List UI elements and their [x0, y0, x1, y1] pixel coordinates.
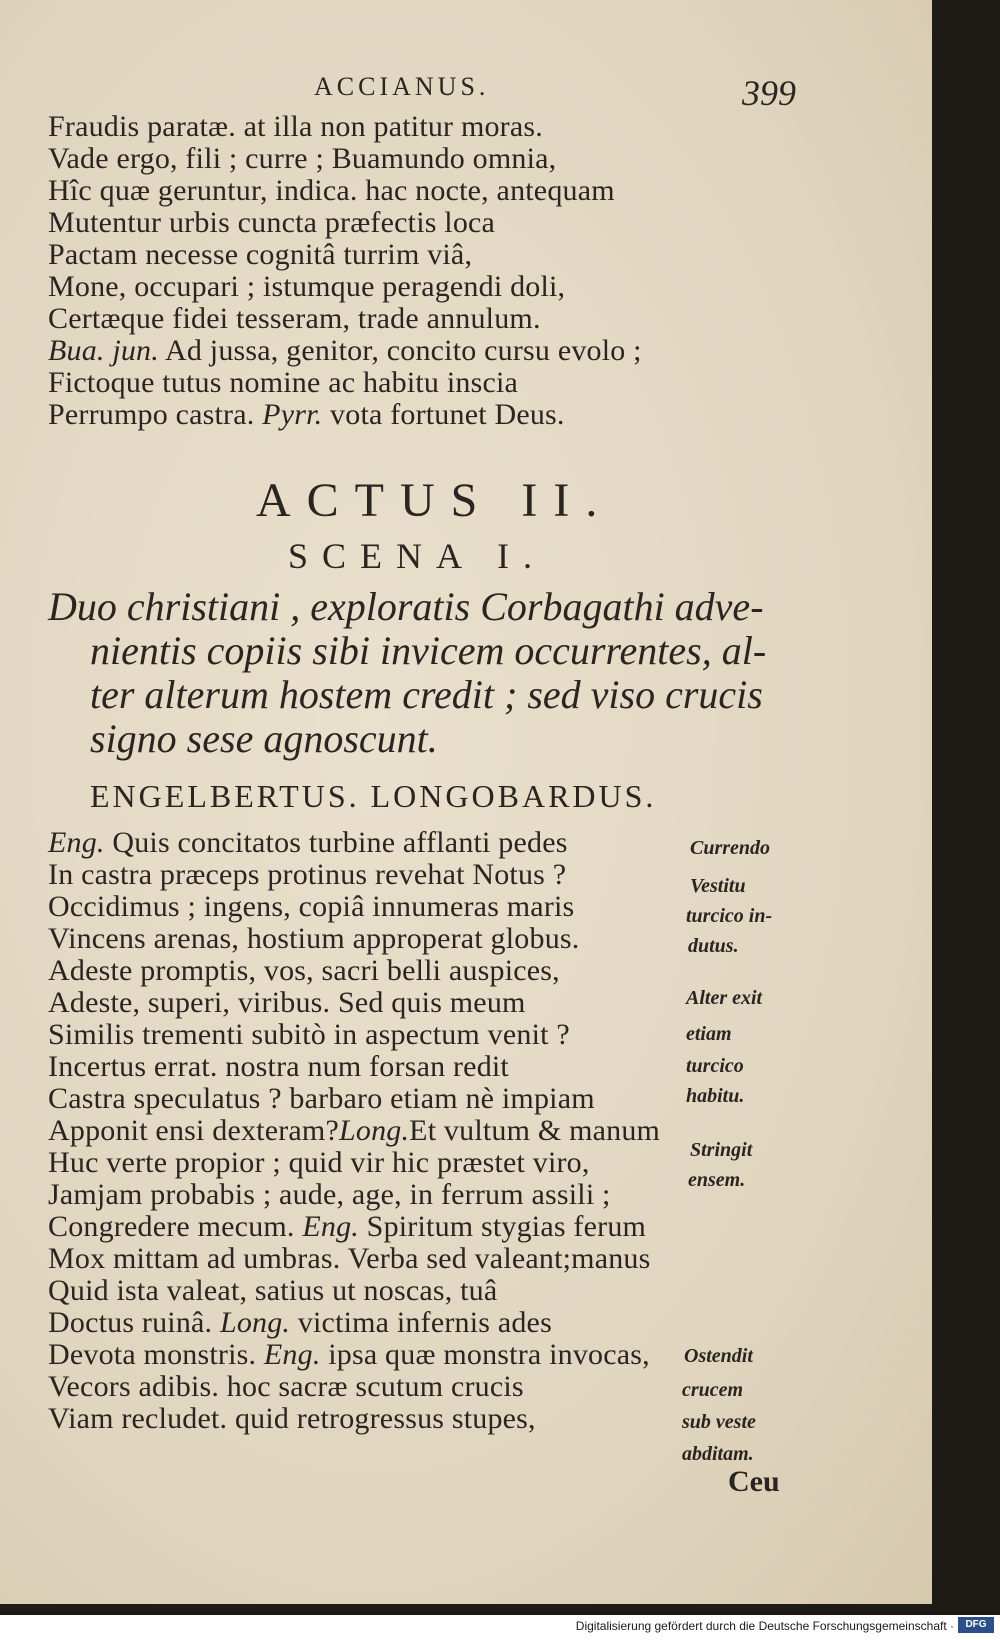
marginal-note: Currendo [690, 837, 771, 859]
marginal-note: Vestitu [690, 875, 746, 897]
marginal-note: Ostendit [684, 1345, 753, 1367]
speaker-name: Eng. [302, 1210, 359, 1243]
dialogue-line: Adeste, superi, viribus. Sed quis meum [48, 986, 526, 1019]
verse-line [48, 366, 518, 400]
marginal-note: etiam [686, 1023, 732, 1045]
dialogue-line: Vecors adibis. hoc sacræ scutum crucis [48, 1370, 524, 1403]
verse-text: Ad jussa, genitor, concito cursu evolo ; [158, 334, 642, 367]
marginal-note: dutus. [688, 935, 739, 957]
speaker-name: Long. [338, 1114, 410, 1147]
verse-text: Congredere mecum. [48, 1210, 303, 1243]
dialogue-line: Jamjam probabis ; aude, age, in ferrum assili ; [48, 1178, 611, 1211]
dialogue-line: Vincens arenas, hostium approperat globus. [48, 922, 580, 955]
verse-line: Mone, occupari ; istumque peragendi doli, [48, 270, 566, 303]
scene-argument-line: nientis copiis sibi invicem occurrentes, al- [90, 628, 767, 673]
page-number: 399 [742, 73, 796, 113]
speaker-name: Eng. [48, 826, 105, 859]
verse-text: ipsa quæ monstra invocas, [320, 1338, 650, 1371]
marginal-note: turcico [686, 1055, 744, 1077]
scene-heading: SCENA I. [288, 536, 547, 576]
verse-line: Mutentur urbis cuncta præfectis loca [48, 206, 496, 239]
marginal-note: Alter exit [686, 987, 763, 1009]
marginal-note: sub veste [682, 1411, 756, 1433]
running-head: ACCIANUS. [314, 72, 490, 101]
dialogue-line [48, 1114, 660, 1148]
catchword: Ceu [728, 1465, 780, 1498]
dfg-logo: DFG [958, 1617, 994, 1633]
verse-text: Et vultum & manum [409, 1114, 661, 1147]
speaker-name: Pyrr. [262, 398, 323, 431]
dialogue-line: In castra præceps protinus revehat Notus ? [48, 858, 567, 891]
dialogue-line: Castra speculatus ? barbaro etiam nè impiam [48, 1082, 595, 1115]
marginal-note: turcico in- [686, 905, 773, 927]
dialogue-line: Huc verte propior ; quid vir hic præstet viro, [48, 1146, 590, 1179]
verse-text: Quis concitatos turbine afflanti pedes [104, 826, 568, 859]
verse-text: Fictoque tutus nomine ac habitu inscia [48, 366, 519, 399]
verse-line: Certæque fidei tesseram, trade annulum. [48, 302, 541, 335]
verse-text: Spiritum stygias ferum [358, 1210, 647, 1243]
verse-line: Fraudis paratæ. at illa non patitur moras. [48, 110, 543, 143]
scene-argument-line: Duo christiani , exploratis Corbagathi adve- [48, 584, 764, 629]
verse-text: Doctus ruinâ. [48, 1306, 220, 1339]
dialogue-line: Similis trementi subitò in aspectum venit ? [48, 1018, 570, 1051]
dialogue-line: Adeste promptis, vos, sacri belli auspices, [48, 954, 560, 987]
verse-text: Perrumpo castra. [48, 398, 263, 431]
verse-text: Devota monstris. [48, 1338, 264, 1371]
marginal-note: Stringit [690, 1139, 753, 1161]
speaker-name: Eng. [263, 1338, 321, 1371]
marginal-note: abditam. [682, 1443, 754, 1465]
dialogue-line: Occidimus ; ingens, copiâ innumeras maris [48, 890, 575, 923]
verse-line: Vade ergo, fili ; curre ; Buamundo omnia, [48, 142, 557, 175]
dialogue-line: Mox mittam ad umbras. Verba sed valeant;manus [48, 1242, 651, 1275]
dialogue-line [48, 1210, 646, 1244]
verse-line: Pactam necesse cognitâ turrim viâ, [48, 238, 473, 271]
dramatis-personae: ENGELBERTUS. LONGOBARDUS. [90, 778, 657, 814]
scene-argument-line: signo sese agnoscunt. [90, 716, 438, 761]
dialogue-line: Incertus errat. nostra num forsan redit [48, 1050, 509, 1083]
verse-line: Hîc quæ geruntur, indica. hac nocte, antequam [48, 174, 615, 207]
verse-line [48, 334, 642, 368]
dialogue-line [48, 1306, 552, 1340]
dialogue-line [48, 826, 568, 860]
dialogue-line: Quid ista valeat, satius ut noscas, tuâ [48, 1274, 498, 1307]
speaker-name: Long. [219, 1306, 291, 1339]
marginal-note: habitu. [686, 1085, 745, 1107]
digitization-credit: Digitalisierung gefördert durch die Deutsche Forschungsgemeinschaft · [575, 1619, 954, 1633]
dialogue-line [48, 1338, 650, 1372]
speaker-name: Bua. jun. [48, 334, 159, 367]
marginal-note: crucem [682, 1379, 744, 1401]
verse-text: vota fortunet Deus. [322, 398, 565, 431]
scene-argument-line: ter alterum hostem credit ; sed viso crucis [90, 672, 763, 717]
dialogue-line: Viam recludet. quid retrogressus stupes, [48, 1402, 536, 1435]
verse-text: Apponit ensi dexteram? [48, 1114, 339, 1147]
marginal-note: ensem. [688, 1169, 746, 1191]
verse-text: victima infernis ades [290, 1306, 552, 1339]
verse-line [48, 398, 565, 432]
act-heading: ACTUS II. [256, 474, 614, 527]
